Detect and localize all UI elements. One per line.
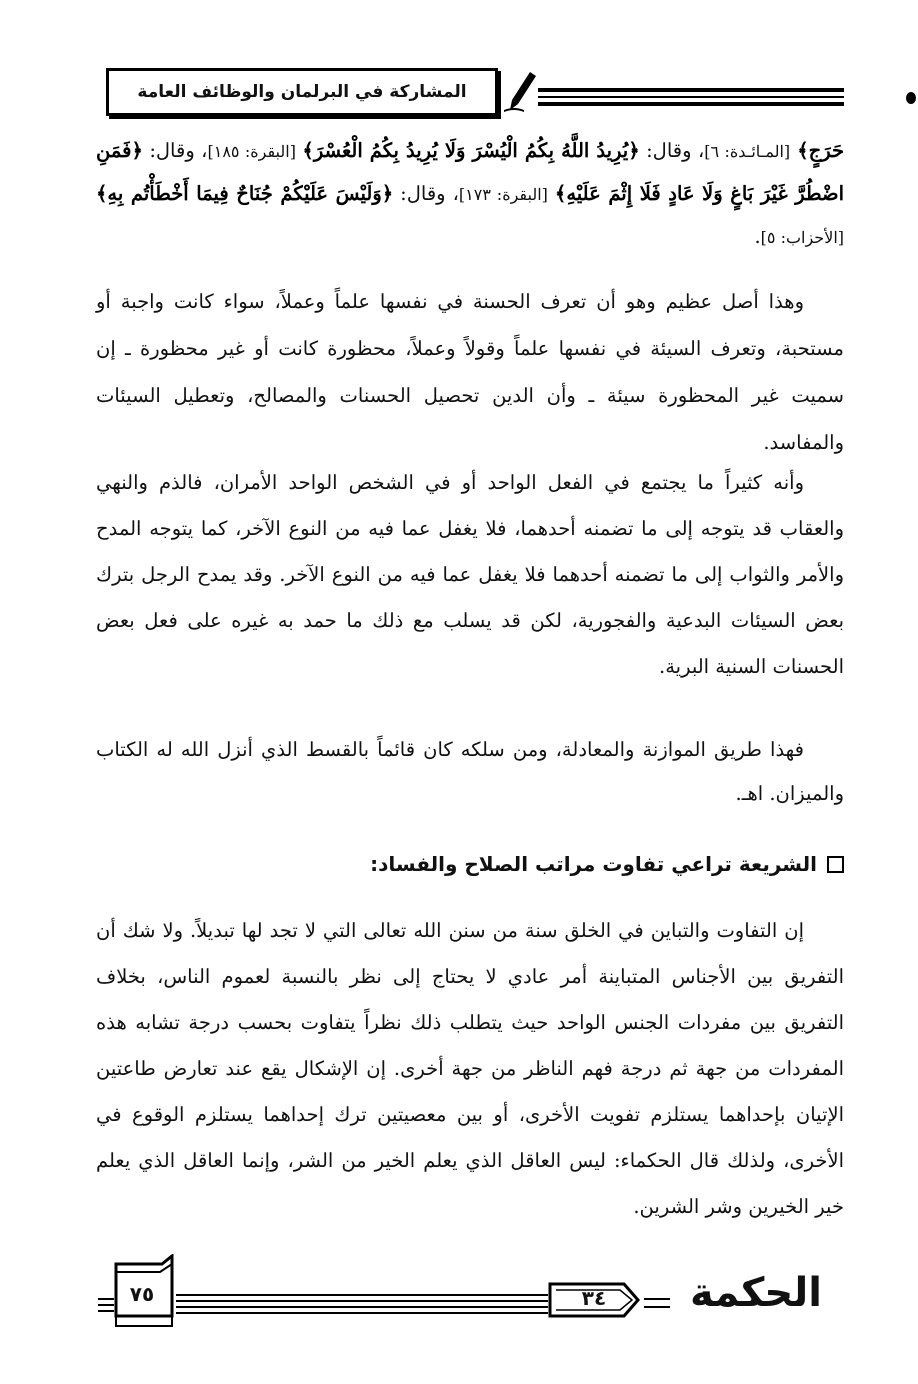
body-paragraph: فهذا طريق الموازنة والمعادلة، ومن سلكه كان قائماً بالقسط الذي أنزل الله له الكتاب والميزان. اهـ. [96, 738, 844, 805]
running-header-box [106, 68, 498, 116]
header-rule [538, 88, 844, 92]
quote-connector: ، وقال: [393, 182, 459, 205]
verse-ending: حَرَجٍ [808, 139, 845, 162]
verse-reference: [البقرة: ١٨٥] [207, 142, 296, 161]
quran-verse: ﴿وَلَيْسَ عَلَيْكُمْ جُنَاحٌ فِيمَا أَخْطَأْتُم بِهِ﴾ [96, 182, 394, 205]
page-number: ٧٥ [129, 1282, 155, 1306]
body-paragraph: وهذا أصل عظيم وهو أن تعرف الحسنة في نفسها علماً وعملاً، سواء كانت واجبة أو مستحبة، وتعرف السيئة في نفسها علماً وقولاً وعملاً، محظورة كانت أو غير محظورة ـ إن سميت غير المحظورة سيئة ـ وأن الدين تحصيل الحسنات والمصالح، وتعطيل السيئات والمفاسد. [96, 290, 844, 454]
pen-icon [500, 70, 540, 114]
footer-rule [176, 1312, 548, 1314]
section-heading [96, 852, 844, 876]
header-rule [538, 102, 844, 106]
footer-rule [644, 1306, 670, 1308]
page-edge-mark [906, 92, 916, 104]
footer-rule [176, 1300, 548, 1302]
body-paragraph: إن التفاوت والتباين في الخلق سنة من سنن الله تعالى التي لا تجد لها تبديلاً. ولا شك أن التفريق بين الأجناس المتباينة أمر عادي لا يحتاج إلى نظر بالنسبة لعموم الناس، بخلاف التفريق بين مفردات الجنس الواحد حيث يتطلب ذلك نظراً يتفاوت بحسب درجة تشابه هذه المفردات من جهة ثم درجة فهم الناظر من جهة أخرى. إن الإشكال يقع عند تعارض طاعتين الإتيان بإحداهما يستلزم تفويت الأخرى، أو بين معصيتين ترك إحداهما يستلزم الوقوع في الأخرى، ولذلك قال الحكماء: ليس العاقل الذي يعلم الخير من الشر، وإنما العاقل الذي يعلم خير الخيرين وشر الشرين. [96, 919, 844, 1218]
verse-reference: [البقرة: ١٧٣] [458, 185, 548, 204]
quran-verse: ﴿يُرِيدُ اللَّهُ بِكُمُ الْيُسْرَ وَلَا يُرِيدُ بِكُمُ الْعُسْرَ﴾ [302, 139, 640, 162]
verse-reference: [الأحزاب: ٥] [760, 228, 844, 247]
header-rule [538, 96, 844, 98]
footer-rule [644, 1298, 670, 1300]
magazine-logo: الحكمة [690, 1270, 822, 1316]
issue-number: ٣٤ [581, 1286, 607, 1310]
quote-connector: ، وقال: [142, 139, 208, 162]
verse-reference: [المـائـدة: ٦] [704, 142, 791, 161]
quran-verse: ﴿فَمَنِ اضْطُرَّ غَيْرَ بَاغٍ وَلَا عَادٍ فَلَا إِثْمَ عَلَيْهِ﴾ [96, 139, 844, 205]
running-header-title: المشاركة في البرلمان والوظائف العامة [137, 82, 467, 102]
body-paragraph: وأنه كثيراً ما يجتمع في الفعل الواحد أو في الشخص الواحد الأمران، فالذم والنهي والعقاب قد يتوجه إلى ما تضمنه أحدهما، فلا يغفل عما فيه من النوع الآخر، كما يتوجه المدح والأمر والثواب إلى ما تضمنه أحدهما فلا يغفل عما فيه من النوع الآخر. وقد يمدح الرجل بترك بعض السيئات البدعية والفجورية، لكن قد يسلب مع ذلك ما حمد به غيره على فعل بعض الحسنات السنية البرية. [96, 471, 844, 678]
footer-rule [176, 1306, 548, 1308]
square-bullet-icon [827, 856, 844, 873]
quran-quote-block: حَرَجٍ﴾ [المـائـدة: ٦]، وقال: ﴿يُرِيدُ اللَّهُ بِكُمُ الْيُسْرَ وَلَا يُرِيدُ بِكُمُ الْعُسْرَ﴾ [البقرة: ١٨٥]، وقال: ﴿فَمَنِ اضْطُرَّ غَيْرَ بَاغٍ وَلَا عَادٍ فَلَا إِثْمَ عَلَيْهِ﴾ [البقرة: ١٧٣]، وقال: ﴿وَلَيْسَ عَلَيْكُمْ جُنَاحٌ فِيمَا أَخْطَأْتُم بِهِ﴾ [الأحزاب: ٥]. [96, 139, 845, 248]
quote-connector: ، وقال: [639, 139, 705, 162]
footer-rule [176, 1294, 548, 1296]
section-heading-text: الشريعة تراعي تفاوت مراتب الصلاح والفساد: [370, 852, 817, 876]
